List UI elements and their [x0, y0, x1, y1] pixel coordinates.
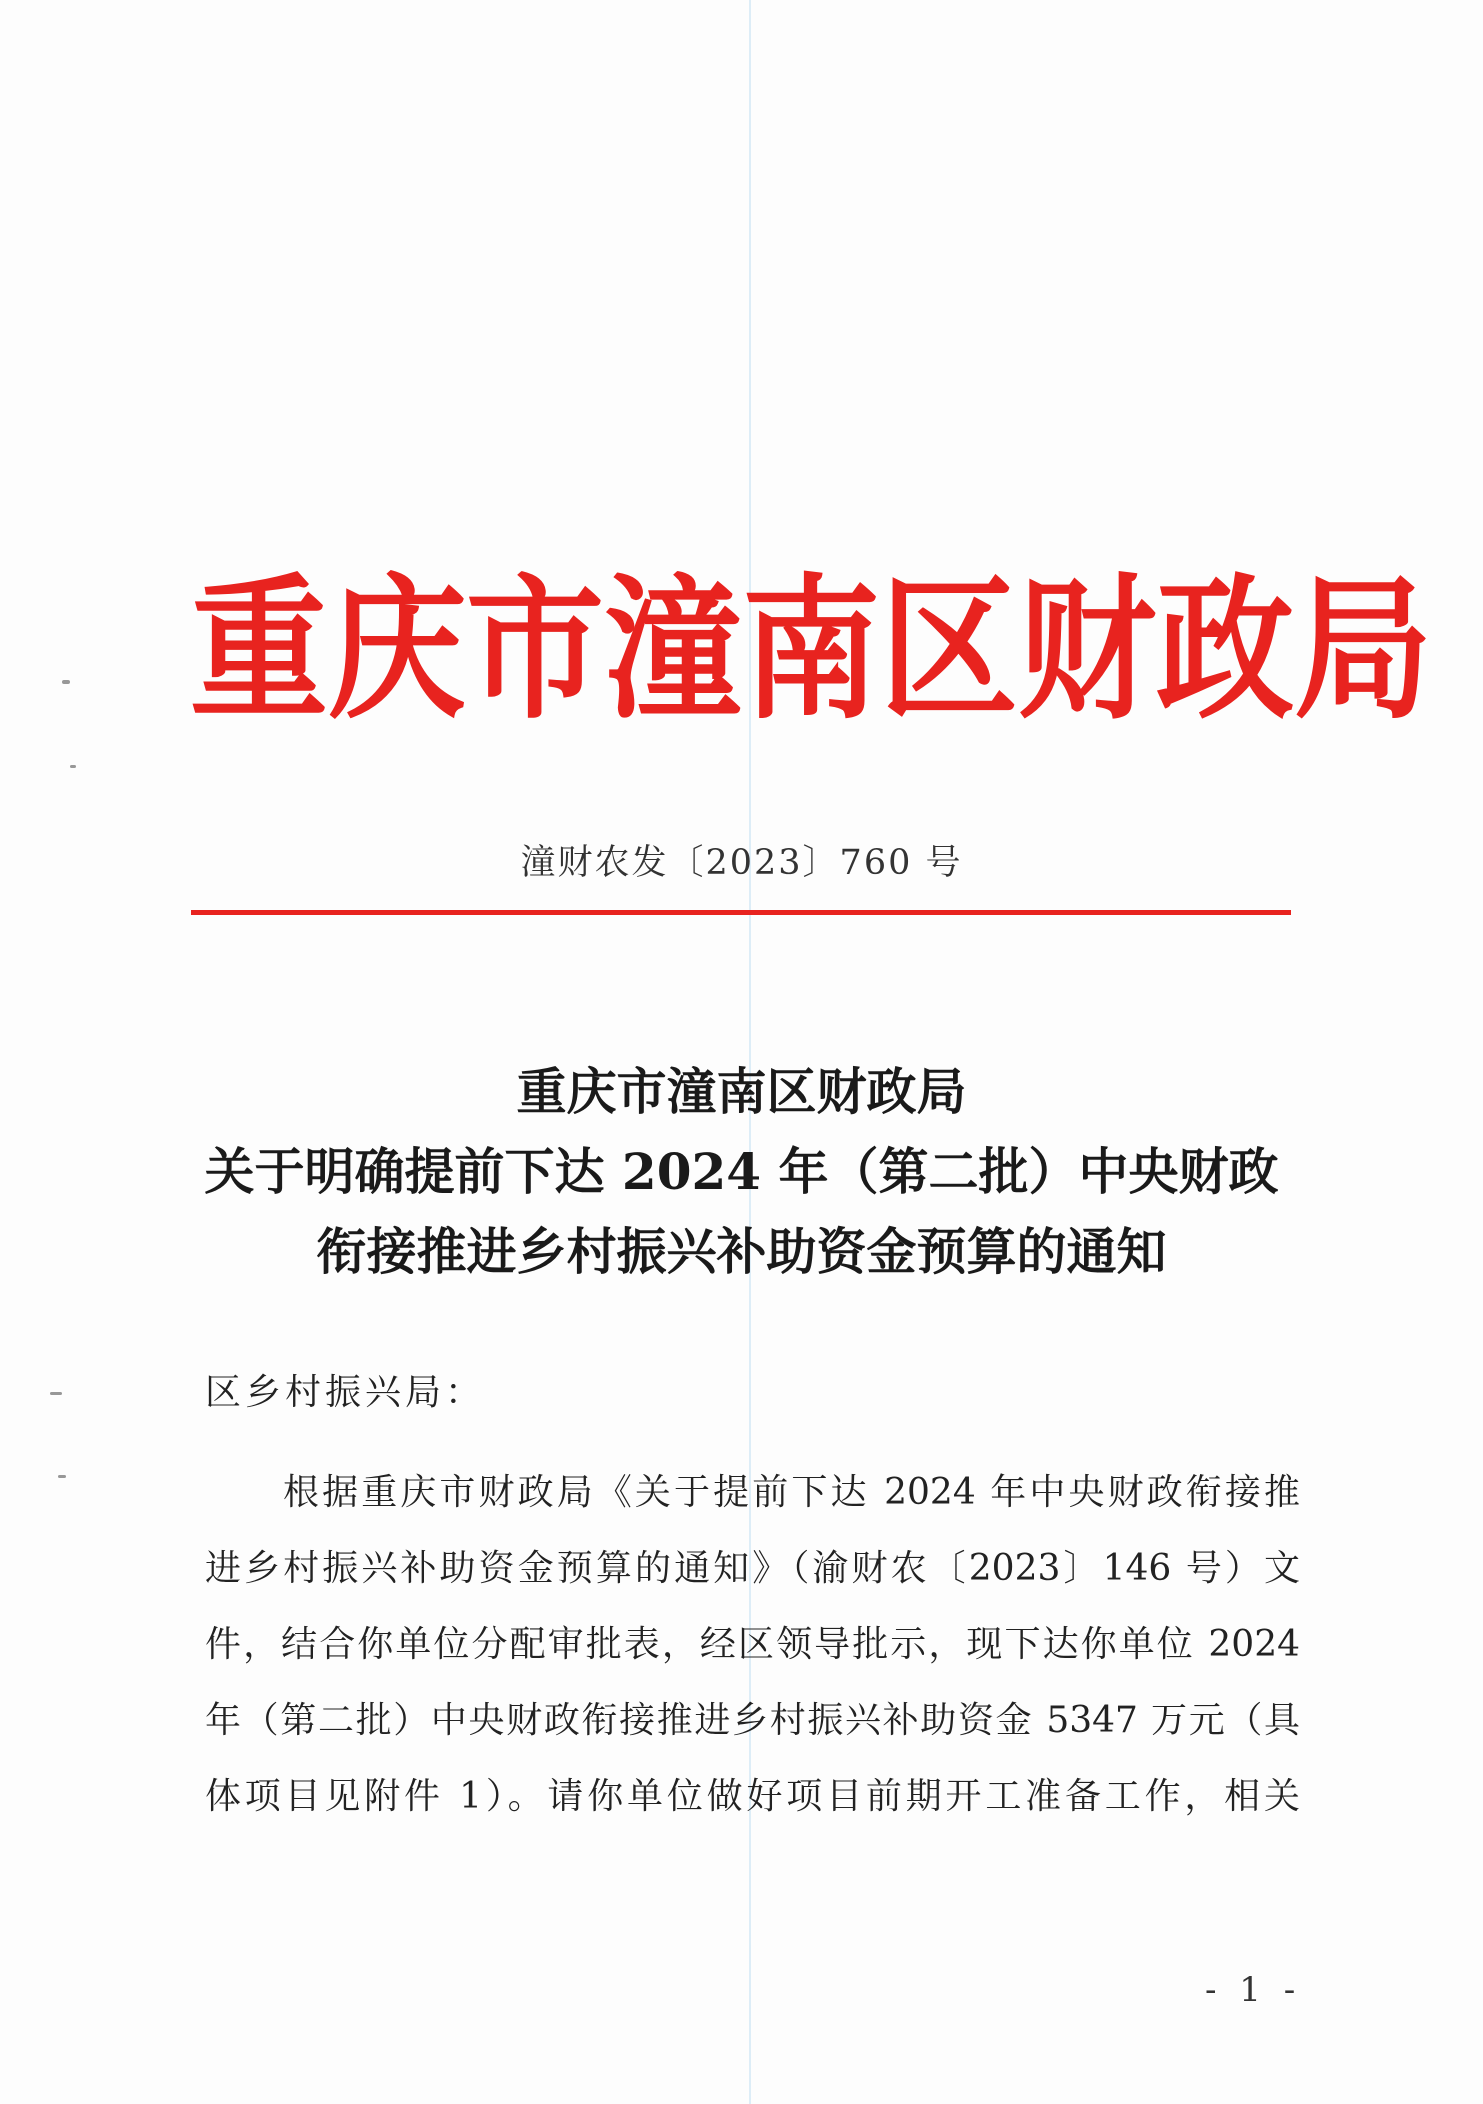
- title-line-2: 关于明确提前下达 2024 年（第二批）中央财政: [204, 1142, 1279, 1201]
- document-number: 潼财农发〔2023〕760 号: [520, 843, 963, 883]
- title-line-1: 重庆市潼南区财政局: [516, 1062, 967, 1121]
- scan-speck: [62, 680, 70, 684]
- page-number: - 1 -: [1205, 1970, 1302, 2010]
- salutation: 区乡村振兴局：: [205, 1372, 486, 1413]
- scan-speck: [50, 1392, 62, 1395]
- body-line: 件，结合你单位分配审批表，经区领导批示，现下达你单位 2024: [205, 1624, 1300, 1665]
- scan-speck: [70, 765, 76, 768]
- notice-title: [150, 1052, 1333, 1292]
- scan-speck: [58, 1475, 66, 1478]
- red-divider-rule: [191, 910, 1291, 915]
- body-line: 体项目见附件 1）。请你单位做好项目前期开工准备工作，相关: [205, 1776, 1300, 1817]
- body-line: 年（第二批）中央财政衔接推进乡村振兴补助资金 5347 万元（具: [205, 1700, 1300, 1741]
- body-line: 根据重庆市财政局《关于提前下达 2024 年中央财政衔接推: [283, 1472, 1300, 1513]
- issuer-masthead: 重庆市潼南区财政局: [190, 557, 1433, 741]
- body-paragraph: [205, 1455, 1300, 1835]
- body-line: 进乡村振兴补助资金预算的通知》（渝财农〔2023〕146 号）文: [205, 1548, 1300, 1589]
- title-line-3: 衔接推进乡村振兴补助资金预算的通知: [316, 1222, 1167, 1281]
